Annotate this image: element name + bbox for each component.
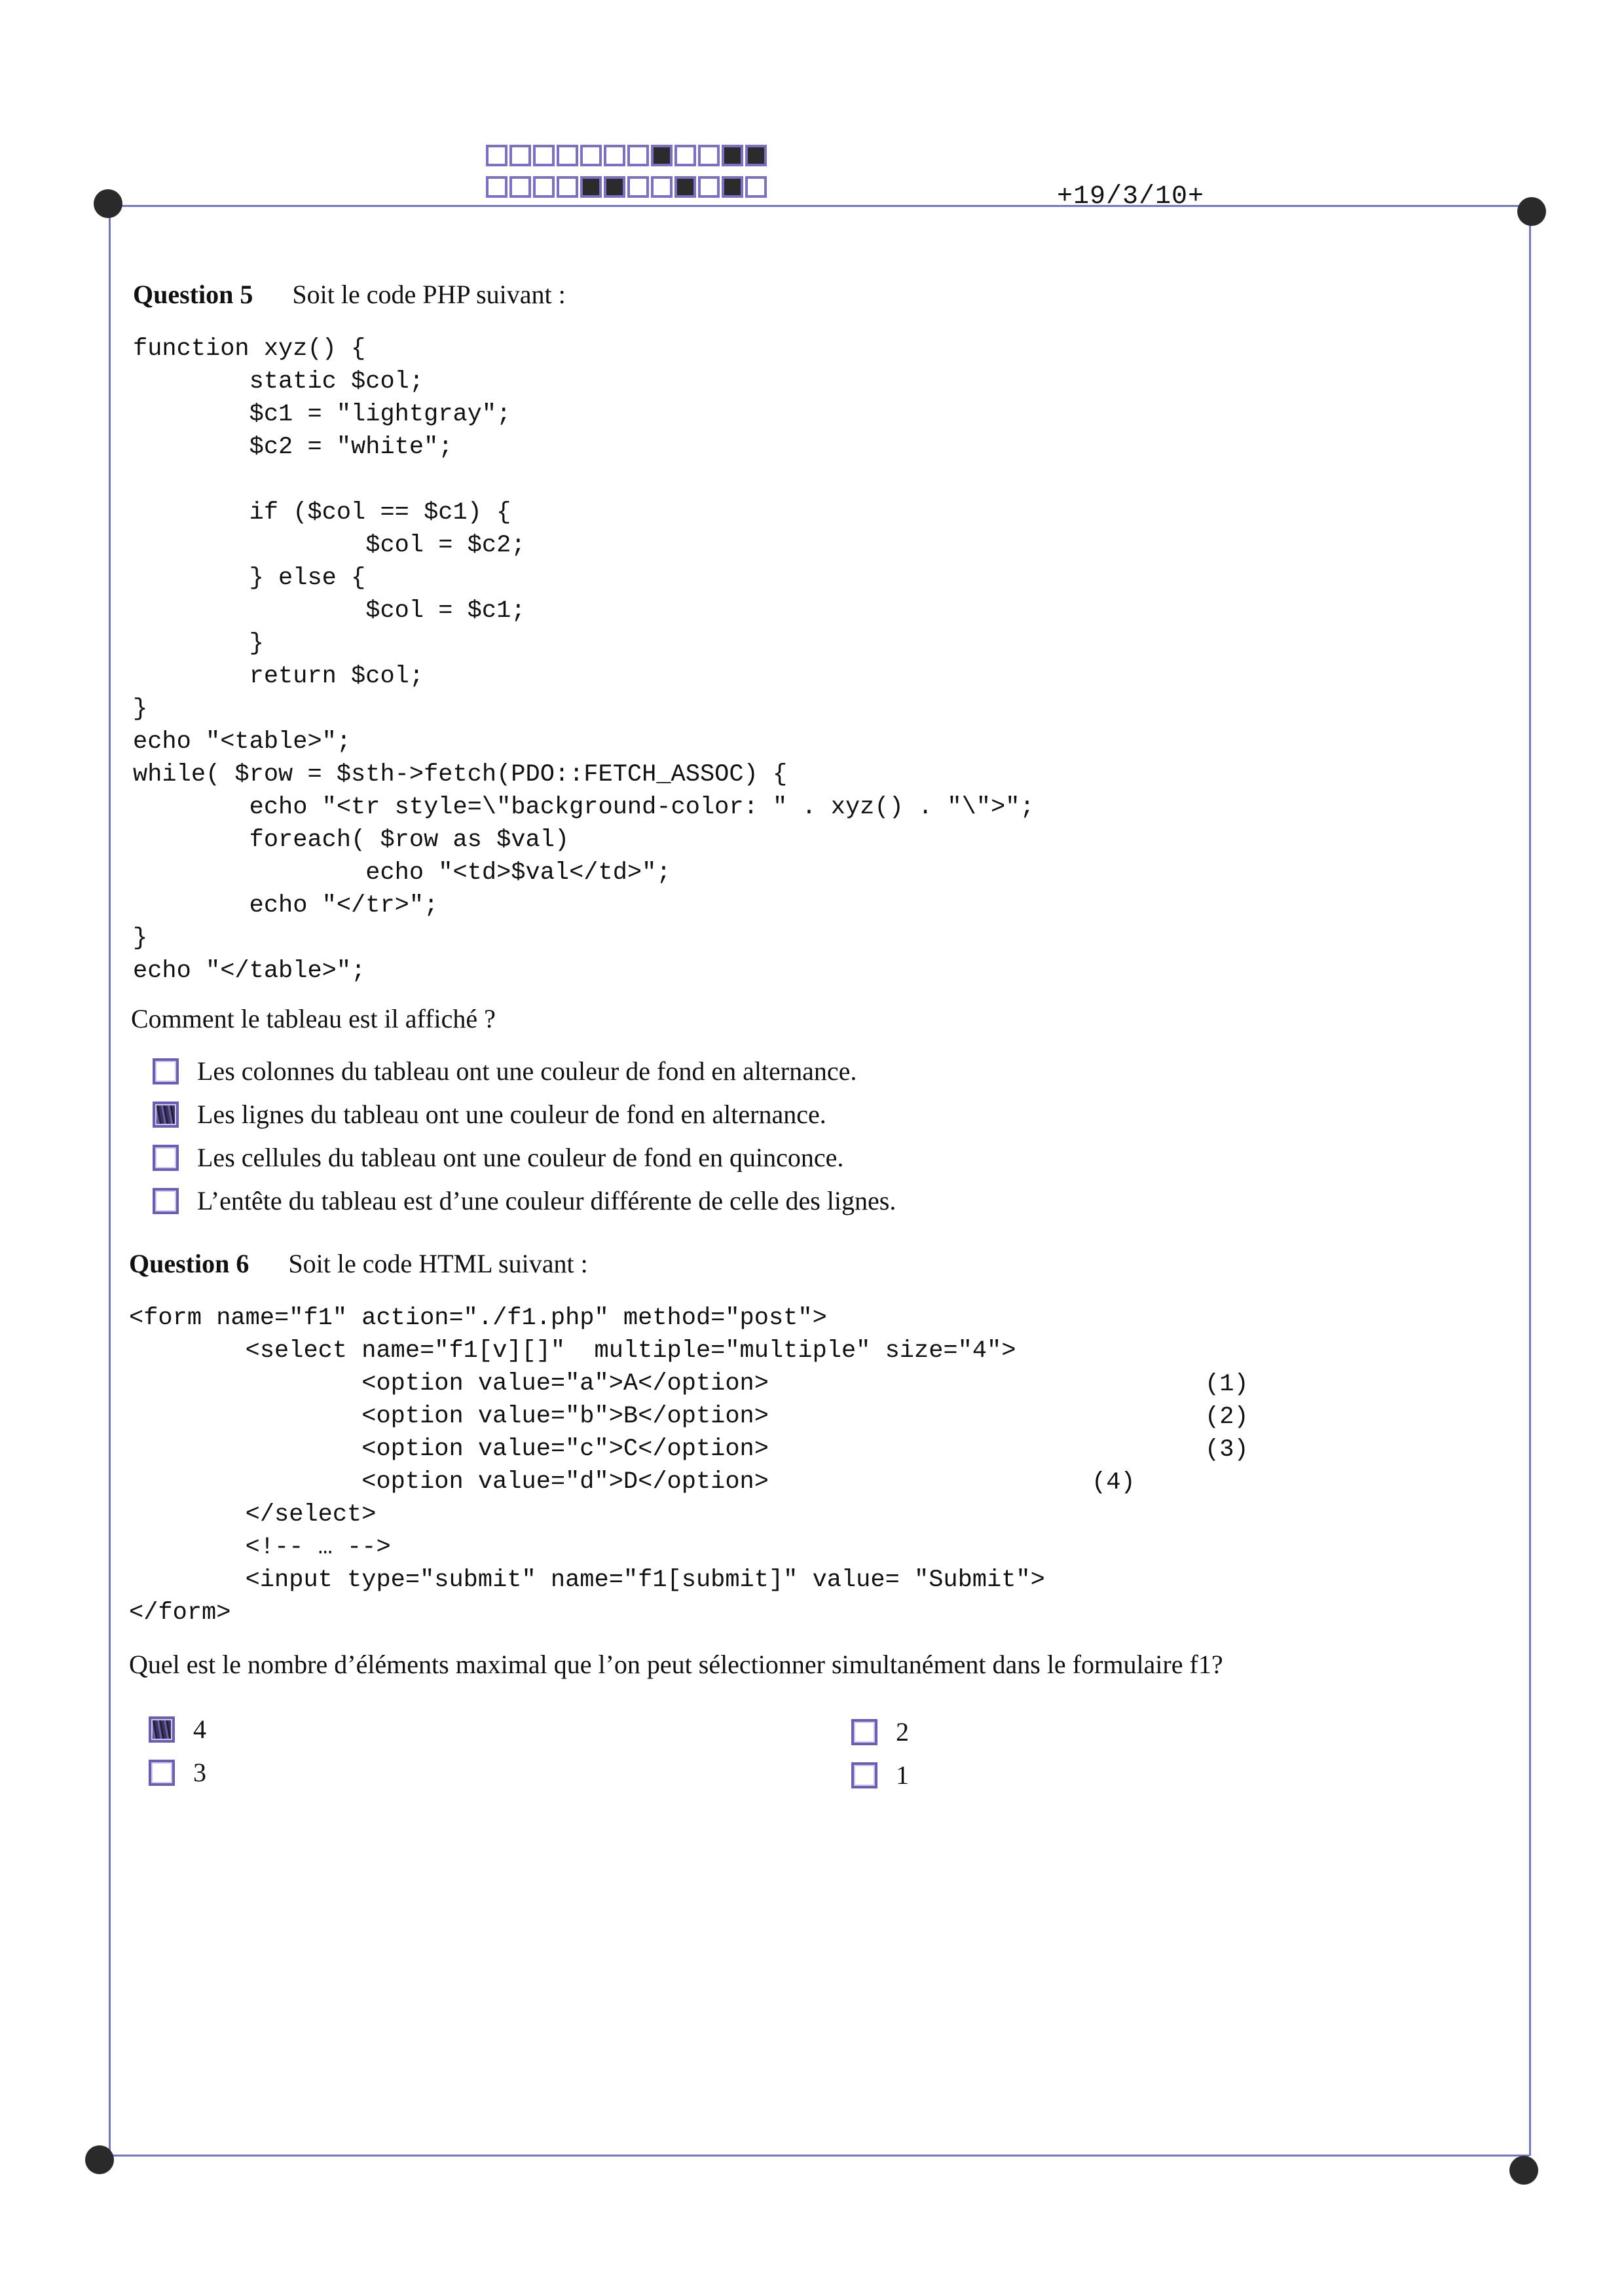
answer-label: Les cellules du tableau ont une couleur de fond en quinconce. (197, 1143, 844, 1172)
checkbox[interactable] (153, 1145, 179, 1171)
checkbox-checked[interactable] (153, 1102, 179, 1128)
checkbox[interactable] (851, 1719, 877, 1745)
barcode-cell-empty (580, 145, 602, 166)
question-6-prompt: Quel est le nombre d’éléments maximal que l’on peut sélectionner simultanément dans le formulaire f1? (129, 1650, 1223, 1679)
barcode-cell-empty (698, 176, 720, 198)
frame-left-border (109, 205, 111, 2155)
option-line-number-2: (2) (1205, 1403, 1249, 1431)
question-5-answer-2[interactable] (153, 1099, 826, 1130)
barcode-cell-filled (604, 176, 625, 198)
barcode-cell-filled (722, 176, 743, 198)
barcode-cell-empty (674, 145, 696, 166)
corner-marker-top-left (94, 189, 122, 218)
question-6-number: Question 6 (129, 1249, 249, 1278)
answer-label: 3 (193, 1758, 206, 1787)
barcode-cell-filled (674, 176, 696, 198)
barcode-cell-empty (604, 145, 625, 166)
question-6-answer-3[interactable] (149, 1757, 206, 1788)
answer-label: Les lignes du tableau ont une couleur de fond en alternance. (197, 1100, 826, 1129)
barcode-cell-empty (627, 176, 649, 198)
barcode-cell-filled (745, 145, 767, 166)
barcode-row-1 (486, 145, 767, 166)
question-5-answer-1[interactable] (153, 1056, 857, 1086)
checkbox-checked[interactable] (149, 1716, 175, 1743)
barcode-cell-empty (486, 145, 507, 166)
corner-marker-bottom-right (1509, 2156, 1538, 2185)
question-6-title: Soit le code HTML suivant : (288, 1249, 588, 1278)
answer-label: 1 (896, 1760, 909, 1790)
frame-right-border (1529, 207, 1531, 2156)
barcode-cell-empty (509, 145, 531, 166)
barcode-cell-empty (486, 176, 507, 198)
barcode-row-2 (486, 176, 767, 198)
barcode-cell-empty (533, 176, 555, 198)
corner-marker-top-right (1517, 197, 1546, 226)
barcode-cell-empty (698, 145, 720, 166)
question-5-number: Question 5 (133, 280, 253, 309)
barcode-cell-empty (651, 176, 673, 198)
barcode-cell-filled (651, 145, 673, 166)
question-6-code: <form name="f1" action="./f1.php" method="post"> <select name="f1[v][]" multiple="multiple" size="4"> <option value="a">A</option> <option value="b">B</option> <option value="c">C</option> <option value="d">D</option> </select> <!-- … --> <input type="submit" name="f1[submit]" value= "Submit"> </form> (129, 1305, 1045, 1627)
question-5-title: Soit le code PHP suivant : (292, 280, 566, 309)
answer-label: 2 (896, 1717, 909, 1747)
page-id: +19/3/10+ (1057, 182, 1205, 212)
barcode-cell-empty (557, 176, 578, 198)
answer-label: 4 (193, 1714, 206, 1744)
barcode-cell-empty (557, 145, 578, 166)
frame-top-border (109, 205, 1538, 207)
question-5-answer-3[interactable] (153, 1142, 843, 1173)
answer-label: L’entête du tableau est d’une couleur différente de celle des lignes. (197, 1186, 896, 1215)
checkbox[interactable] (153, 1058, 179, 1084)
barcode-cell-filled (722, 145, 743, 166)
checkbox[interactable] (149, 1760, 175, 1786)
option-line-number-3: (3) (1205, 1436, 1249, 1464)
corner-marker-bottom-left (85, 2145, 114, 2174)
question-6-answer-4[interactable] (149, 1714, 206, 1745)
question-6-answer-1[interactable] (851, 1760, 909, 1790)
barcode-cell-filled (580, 176, 602, 198)
option-line-number-4: (4) (1092, 1469, 1135, 1496)
checkbox[interactable] (851, 1762, 877, 1788)
barcode-cell-empty (627, 145, 649, 166)
question-5-code: function xyz() { static $col; $c1 = "lightgray"; $c2 = "white"; if ($col == $c1) { $col = $c2; } else { $col = $c1; } return $col; } echo "<table>"; while( $row = $sth->fetch(PDO::FETCH_ASSOC) { echo "<tr style=\"background-color: " . xyz() . "\">"; foreach( $row as $val) echo "<td>$val</td>"; echo "</tr>"; } echo "</table>"; (133, 335, 1035, 985)
question-6-answer-2[interactable] (851, 1716, 909, 1747)
question-5-prompt: Comment le tableau est il affiché ? (131, 1004, 496, 1033)
question-6-heading (129, 1248, 588, 1279)
option-line-number-1: (1) (1205, 1371, 1249, 1398)
frame-bottom-border (101, 2155, 1529, 2157)
barcode-cell-empty (533, 145, 555, 166)
barcode-cell-empty (745, 176, 767, 198)
barcode-cell-empty (509, 176, 531, 198)
question-5-heading (133, 279, 566, 310)
answer-label: Les colonnes du tableau ont une couleur de fond en alternance. (197, 1056, 857, 1086)
checkbox[interactable] (153, 1188, 179, 1214)
question-5-answer-4[interactable] (153, 1185, 896, 1216)
